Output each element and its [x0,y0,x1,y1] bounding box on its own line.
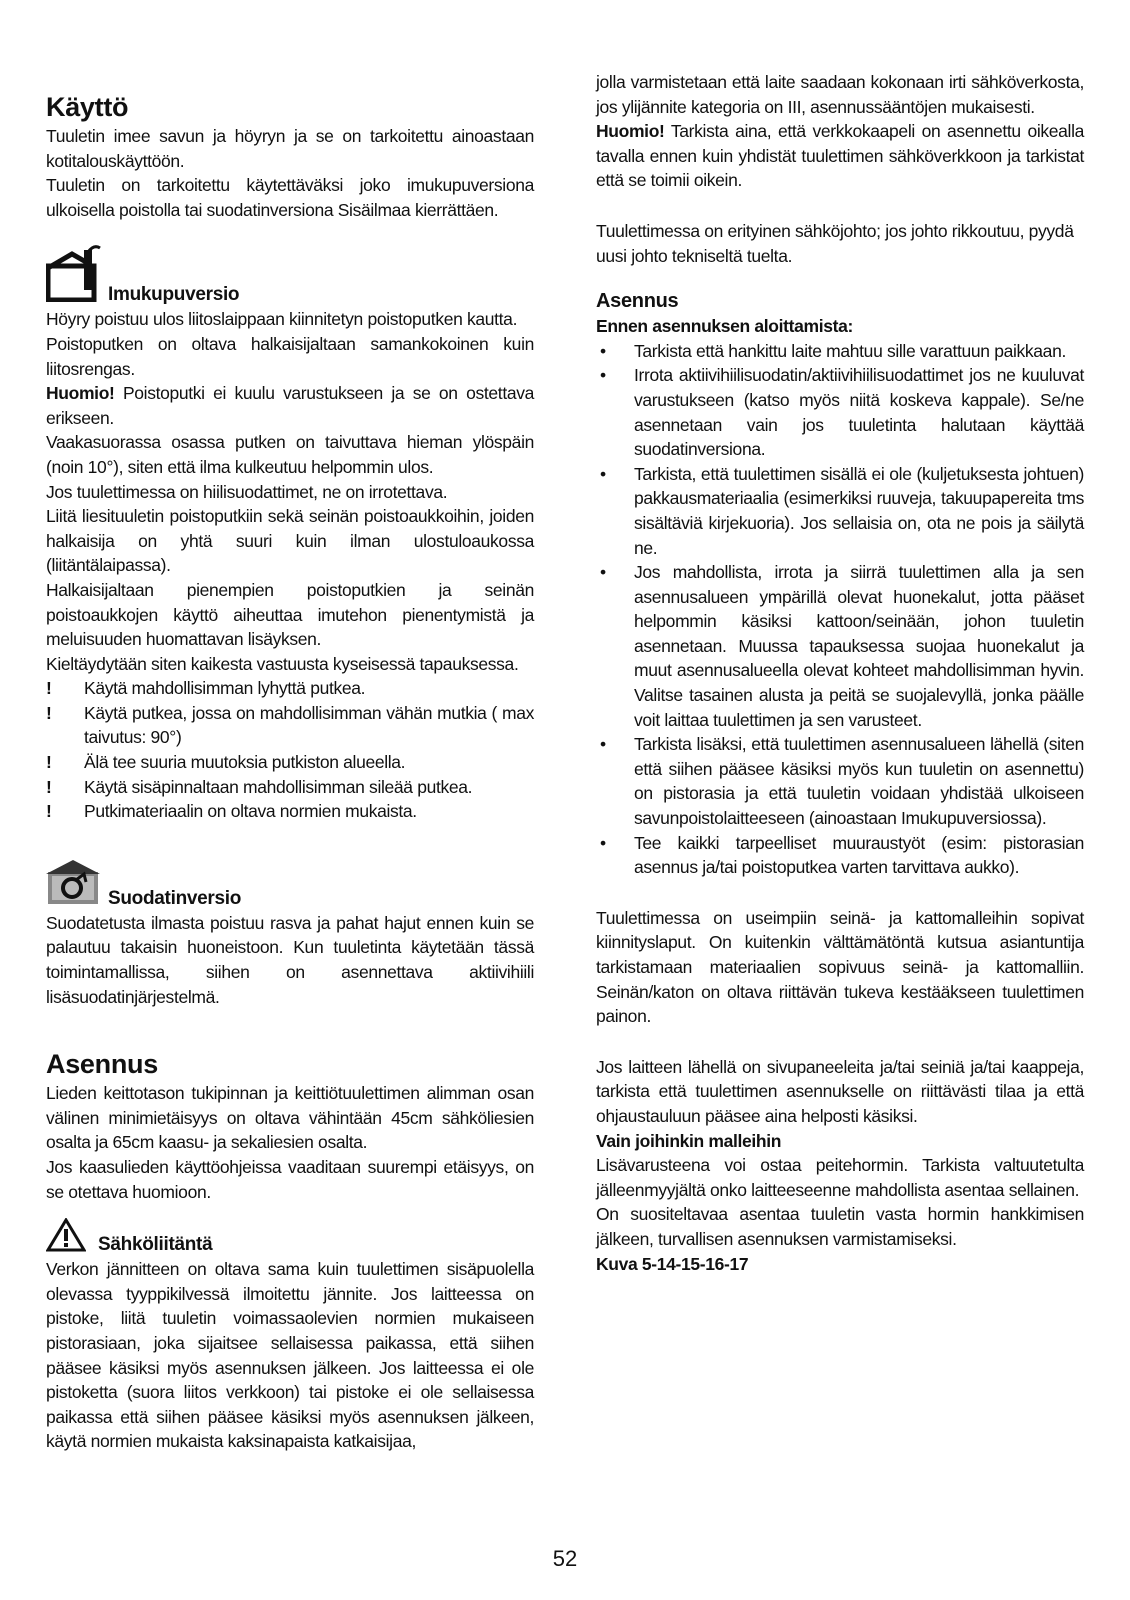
paragraph: Jos tuulettimessa on hiilisuodattimet, ne on irrotettava. [46,481,448,502]
list-item: ! Älä tee suuria muutoksia putkiston alueella. [46,752,406,773]
note-text: Tarkista aina, että verkkokaapeli on asennettu oikealla tavalla ennen kuin yhdistät tuulettimen sähköverkkoon ja tarkistat että se toimii oikein. [596,121,1084,191]
list-item: ! Käytä sisäpinnaltaan mahdollisimman sileää putkea. [46,776,473,797]
paragraph: Halkaisijaltaan pienempien poistoputkien ja seinän poistoaukkojen käyttö aiheuttaa imutehon pienentymistä ja meluisuuden huomattavan lisäyksen. [46,579,534,650]
list-item: • Tarkista, että tuulettimen sisällä ei ole (kuljetuksesta johtuen) pakkausmateriaalia (esimerkiksi ruuveja, takuupapereita tms sisältäviä kirjekuoria). Jos sellaisia on, ota ne pois ja säilytä ne. [600,463,1084,558]
page-number: 52 [552,1546,578,1571]
note-text: Poistoputki ei kuulu varustukseen ja se on ostettava erikseen. [46,383,534,428]
paragraph: Kieltäydytään siten kaikesta vastuusta kyseisessä tapauksessa. [46,653,519,674]
paragraph: Jos laitteen lähellä on sivupaneeleita ja/tai seiniä ja/tai kaappeja, tarkista että tuulettimen asennukselle on riittävästi tilaa ja että ohjaustauluun pääsee aina helposti käsiksi. [596,1056,1084,1126]
list-item: • Tarkista lisäksi, että tuulettimen asennusalueen lähellä (siten että siihen pääsee käsiksi myös kun tuuletin on asennettu) on pistorasia ja että tuuletin voidaan yhdistää ulkoiseen savunpoistolaitteeseen (ainoastaan Imukupuversiossa). [600,734,1084,829]
subsection-sahkoliitanta [46,1218,534,1257]
list-item: ! Putkimateriaalin on oltava normien mukaista. [46,801,417,822]
list-item: ! Käytä putkea, jossa on mahdollisimman vähän mutkia ( max taivutus: 90°) [46,702,534,748]
subsection-imukupuversio [46,244,534,307]
right-column [596,70,1084,1276]
section-title-asennus-right: Asennus [596,290,679,313]
warning-triangle-icon [46,1218,86,1257]
list-item: • Tarkista että hankittu laite mahtuu sille varattuun paikkaan. [600,340,1066,361]
paragraph [596,119,1084,193]
paragraph: Jos kaasulieden käyttöohjeissa vaaditaan suurempi etäisyys, on se otettava huomioon. [46,1157,534,1202]
paragraph: Suodatetusta ilmasta poistuu rasva ja pahat hajut ennen kuin se palautuu takaisin huoneistoon. Kun tuuletinta käytetään tässä toimintamallissa, siihen on asennettava aktiivihiili lisäsuodatinjärjestelmä. [46,912,534,1007]
subsection-suodatinversio [46,858,534,911]
left-column [46,70,534,1454]
paragraph [46,381,534,430]
paragraph: Verkon jännitteen on oltava sama kuin tuulettimen sisäpuolella olevassa tyyppikilvessä ilmoitettu jännite. Jos laitteessa on pistoke, liitä tuuletin voimassaolevien normien mukaiseen pistorasiaan, joka sijaitsee sellaisessa paikassa, että siihen pääsee käsiksi myös asennuksen jälkeen. Jos laitteessa ei ole pistoketta (suora liitos verkkoon) tai pistoke ei ole sellaisessa paikassa että siihen pääsee käsiksi myös asennuksen jälkeen, käytä normien mukaista kaksinapaista katkaisijaa, [46,1259,534,1452]
paragraph: Liitä liesituuletin poistoputkiin sekä seinän poistoaukkoihin, joiden halkaisija on yhtä suuri kuin ilman ulostuloaukossa (liitäntälaipassa). [46,506,534,576]
subsection-title: Sähköliitäntä [98,1234,213,1256]
paragraph: Höyry poistuu ulos liitoslaippaan kiinnitetyn poistoputken kautta. [46,309,518,330]
paragraph: Lieden keittotason tukipinnan ja keittiötuulettimen alimman osan välinen minimietäisyys on oltava vähintään 45cm sähköliesien osalta ja 65cm kaasu- ja sekaliesien osalta. [46,1083,534,1153]
paragraph: Tuulettimessa on useimpiin seinä- ja kattomalleihin sopivat kiinnityslaput. On kuitenkin välttämätöntä kutsua asiantuntija tarkistamaan materiaalien sopivuus seinä- ja kattomalliin. Seinän/katon on oltava riittävän tukeva kestääkseen tuulettimen painon. [596,907,1084,1027]
paragraph: Poistoputken on oltava halkaisijaltaan samankokoinen kuin liitosrengas. [46,333,534,379]
list-item: • Irrota aktiivihiilisuodatin/aktiivihiilisuodattimet jos ne kuuluvat varustukseen (katso myös niitä koskeva kappale). Se/ne asennetaan vain jos tuuletinta halutaan käyttää suodatinversiona. [600,365,1084,460]
paragraph: Vaakasuorassa osassa putken on taivuttava hieman ylöspäin (noin 10°), siten että ilma kulkeutuu helpommin ulos. [46,432,534,477]
paragraph: Lisävarusteena voi ostaa peitehormin. Tarkista valtuutetulta jälleenmyyjältä onko laitteeseenne mahdollista asentaa sellainen. [596,1155,1084,1200]
house-recirculation-icon [46,858,102,911]
house-exhaust-icon [46,244,102,307]
list-item: • Tee kaikki tarpeelliset muuraustyöt (esim: pistorasian asennus ja/tai poistoputkea varten tarvittava aukko). [600,832,1084,878]
paragraph: jolla varmistetaan että laite saadaan kokonaan irti sähköverkosta, jos ylijännite kategoria on III, asennussääntöjen mukaisesti. [596,72,1084,117]
warning-list [46,676,534,824]
paragraph: Tuuletin imee savun ja höyryn ja se on tarkoitettu ainoastaan kotitalouskäyttöön. [46,126,534,171]
figure-reference: Kuva 5-14-15-16-17 [596,1253,749,1274]
section-title-kaytto: Käyttö [46,92,129,122]
section-title-asennus: Asennus [46,1049,158,1080]
subsection-title: Suodatinversio [108,887,242,909]
list-item: ! Käytä mahdollisimman lyhyttä putkea. [46,678,366,699]
note-label: Huomio! [46,383,115,404]
paragraph: On suositeltavaa asentaa tuuletin vasta hormin hankkimisen jälkeen, turvallisen asennuksen varmistamiseksi. [596,1204,1084,1249]
subsection-title: Imukupuversio [108,284,240,306]
paragraph: Tuulettimessa on erityinen sähköjohto; jos johto rikkoutuu, pyydä uusi johto tekniseltä tuelta. [596,220,1074,266]
checklist [596,339,1084,880]
paragraph-heading: Vain joihinkin malleihin [596,1130,782,1151]
list-item: • Jos mahdollista, irrota ja siirrä tuulettimen alla ja sen asennusalueen ympärillä olevat huonekalut, jotta pääset helpommin käsiksi kattoon/seinään, johon tuuletin asennetaan. Muussa tapauksessa suojaa huonekalut ja muut asennusalueella olevat kohteet mahdollisimman hyvin. Valitse tasainen alusta ja peitä se suojalevyllä, jonka päälle voit laittaa tuulettimen ja sen varusteet. [600,562,1084,730]
paragraph-heading: Ennen asennuksen aloittamista: [596,316,853,337]
note-label: Huomio! [596,121,665,142]
paragraph: Tuuletin on tarkoitettu käytettäväksi joko imukupuversiona ulkoisella poistolla tai suodatinversiona Sisäilmaa kierrättäen. [46,175,534,220]
